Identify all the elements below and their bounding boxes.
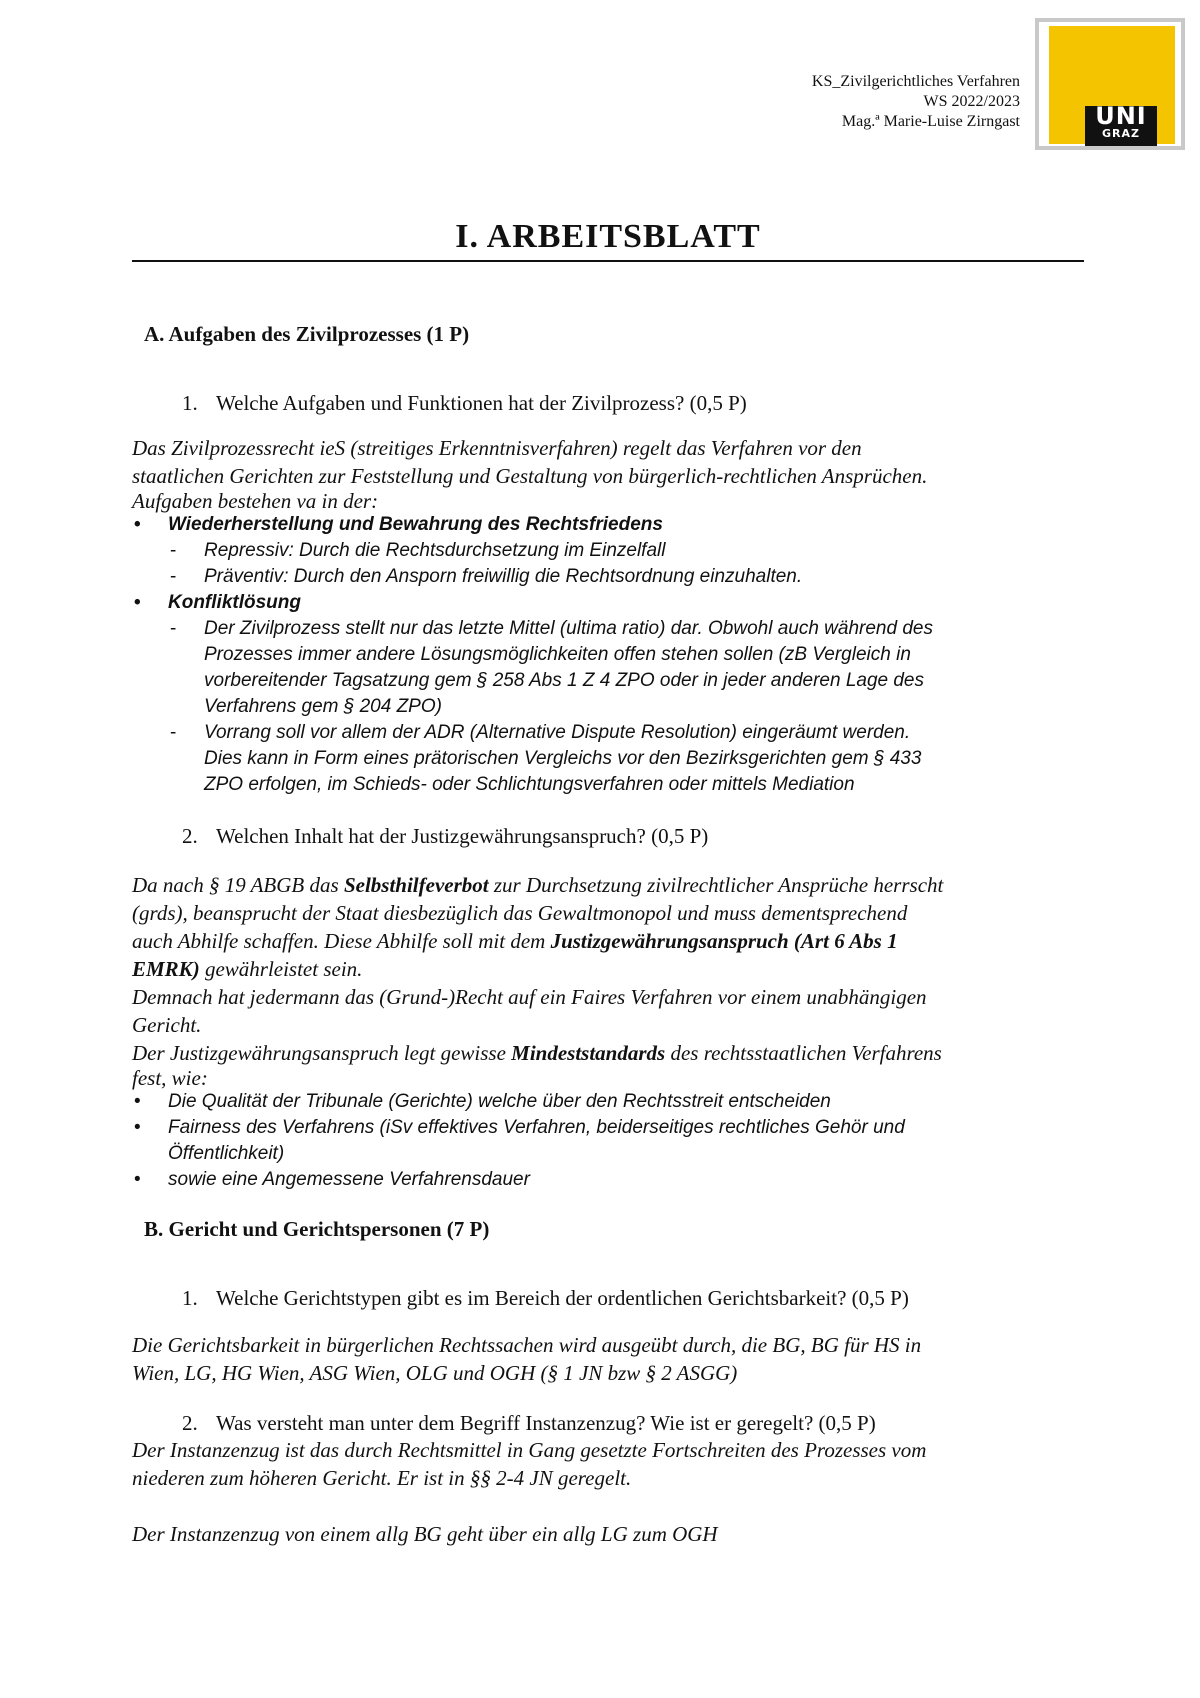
answer-line: Aufgaben bestehen va in der: xyxy=(132,489,379,513)
question-text: Welche Gerichtstypen gibt es im Bereich der ordentlichen Gerichtsbarkeit? (0,5 P) xyxy=(216,1286,909,1310)
course-header xyxy=(812,72,1020,132)
answer-text: auch Abhilfe schaffen. Diese Abhilfe soll mit dem xyxy=(132,929,551,953)
answer-bold: EMRK) xyxy=(132,957,200,981)
answer-text: zur Durchsetzung zivilrechtlicher Ansprüche herrscht xyxy=(488,873,944,897)
answer-line: fest, wie: xyxy=(132,1066,208,1090)
lecturer: Mag.ª Marie-Luise Zirngast xyxy=(841,113,1020,130)
question-text: Welchen Inhalt hat der Justizgewährungsanspruch? (0,5 P) xyxy=(216,824,709,848)
dash-item xyxy=(132,616,1092,720)
answer-line: staatlichen Gerichten zur Feststellung und Gestaltung von bürgerlich-rechtlichen Ansprüchen. xyxy=(132,464,928,488)
answer-line xyxy=(132,927,1092,955)
dash-line: Prozesses immer andere Lösungsmöglichkeiten offen stehen sollen (zB Vergleich in xyxy=(204,644,911,665)
question-number: 1. xyxy=(182,1286,198,1310)
page-title: I. ARBEITSBLATT xyxy=(455,218,761,255)
dash-item: - Präventiv: Durch den Ansporn freiwillig die Rechtsordnung einzuhalten. xyxy=(132,564,1092,590)
dash-line: Dies kann in Form eines prätorischen Vergleichs vor den Bezirksgerichten gem § 433 xyxy=(204,748,922,769)
answer-bold: Mindeststandards xyxy=(511,1041,666,1065)
question-b1 xyxy=(182,1286,1092,1311)
logo-black-block xyxy=(1085,102,1157,146)
answer-a1-list xyxy=(132,512,1092,798)
title-underline xyxy=(132,260,1084,262)
dash-line: vorbereitender Tagsatzung gem § 258 Abs 1 Z 4 ZPO oder in jeder anderen Lage des xyxy=(204,670,924,691)
worksheet-content xyxy=(132,322,1092,1548)
answer-text: Da nach § 19 ABGB das xyxy=(132,873,344,897)
question-number: 1. xyxy=(182,391,198,415)
answer-line: Demnach hat jedermann das (Grund-)Recht auf ein Faires Verfahren vor einem unabhängigen xyxy=(132,985,927,1009)
dash-line: ZPO erfolgen, im Schieds- oder Schlichtungsverfahren oder mittels Mediation xyxy=(204,774,855,795)
bullet-item xyxy=(132,1115,1092,1167)
answer-a1-intro xyxy=(132,434,1092,512)
question-b2 xyxy=(182,1411,1092,1436)
dash-item: - Repressiv: Durch die Rechtsdurchsetzung im Einzelfall xyxy=(132,538,1092,564)
answer-line xyxy=(132,1039,1092,1067)
answer-line: (grds), beansprucht der Staat diesbezüglich das Gewaltmonopol und muss dementsprechend xyxy=(132,901,908,925)
bullet-line: • Fairness des Verfahrens (iSv effektives Verfahren, beiderseitiges rechtliches Gehör und xyxy=(168,1117,905,1138)
answer-b2 xyxy=(132,1436,1092,1548)
question-number: 2. xyxy=(182,1411,198,1435)
question-a2 xyxy=(182,824,1092,849)
section-b-heading: B. Gericht und Gerichtspersonen (7 P) xyxy=(144,1217,490,1241)
answer-bold: Selbsthilfeverbot xyxy=(343,873,489,897)
bullet-item: • Wiederherstellung und Bewahrung des Rechtsfriedens xyxy=(132,512,1092,538)
question-text: Welche Aufgaben und Funktionen hat der Zivilprozess? (0,5 P) xyxy=(216,391,747,415)
dash-line: - Der Zivilprozess stellt nur das letzte Mittel (ultima ratio) dar. Obwohl auch während des xyxy=(204,618,933,639)
answer-line: niederen zum höheren Gericht. Er ist in §§ 2-4 JN geregelt. xyxy=(132,1466,632,1490)
answer-bold: Justizgewährungsanspruch (Art 6 Abs 1 xyxy=(550,929,898,953)
uni-graz-logo xyxy=(1035,18,1185,150)
bullet-line: Öffentlichkeit) xyxy=(168,1143,285,1164)
answer-line xyxy=(132,871,1092,899)
dash-line: - Vorrang soll vor allem der ADR (Alternative Dispute Resolution) eingeräumt werden. xyxy=(204,722,911,743)
bullet-item: • Die Qualität der Tribunale (Gerichte) welche über den Rechtsstreit entscheiden xyxy=(132,1089,1092,1115)
bullet-item: • sowie eine Angemessene Verfahrensdauer xyxy=(132,1167,1092,1193)
logo-uni-text: UNI xyxy=(1095,102,1147,130)
section-a-heading: A. Aufgaben des Zivilprozesses (1 P) xyxy=(144,322,470,346)
answer-line: Der Instanzenzug von einem allg BG geht über ein allg LG zum OGH xyxy=(132,1522,718,1546)
question-number: 2. xyxy=(182,824,198,848)
answer-line: Das Zivilprozessrecht ieS (streitiges Erkenntnisverfahren) regelt das Verfahren vor den xyxy=(132,436,862,460)
answer-text: des rechtsstaatlichen Verfahrens xyxy=(665,1041,942,1065)
answer-text: gewährleistet sein. xyxy=(199,957,363,981)
question-a1 xyxy=(182,391,1092,416)
answer-line: Wien, LG, HG Wien, ASG Wien, OLG und OGH (§ 1 JN bzw § 2 ASGG) xyxy=(132,1361,738,1385)
answer-a2 xyxy=(132,871,1092,1089)
course-name: KS_Zivilgerichtliches Verfahren xyxy=(811,73,1020,90)
answer-line: Der Instanzenzug ist das durch Rechtsmittel in Gang gesetzte Fortschreiten des Prozesses vom xyxy=(132,1438,927,1462)
dash-line: Verfahrens gem § 204 ZPO) xyxy=(204,696,442,717)
semester: WS 2022/2023 xyxy=(923,93,1020,110)
bullet-item: • Konfliktlösung xyxy=(132,590,1092,616)
answer-text: Der Justizgewährungsanspruch legt gewisse xyxy=(132,1041,512,1065)
logo-graz-text: GRAZ xyxy=(1102,127,1140,140)
question-text: Was versteht man unter dem Begriff Instanzenzug? Wie ist er geregelt? (0,5 P) xyxy=(216,1411,876,1435)
answer-line: Gericht. xyxy=(132,1013,202,1037)
dash-item xyxy=(132,720,1092,798)
answer-a2-list xyxy=(132,1089,1092,1193)
answer-line: Die Gerichtsbarkeit in bürgerlichen Rechtssachen wird ausgeübt durch, die BG, BG für HS in xyxy=(132,1333,922,1357)
answer-b1 xyxy=(132,1331,1092,1387)
answer-line xyxy=(132,955,1092,983)
